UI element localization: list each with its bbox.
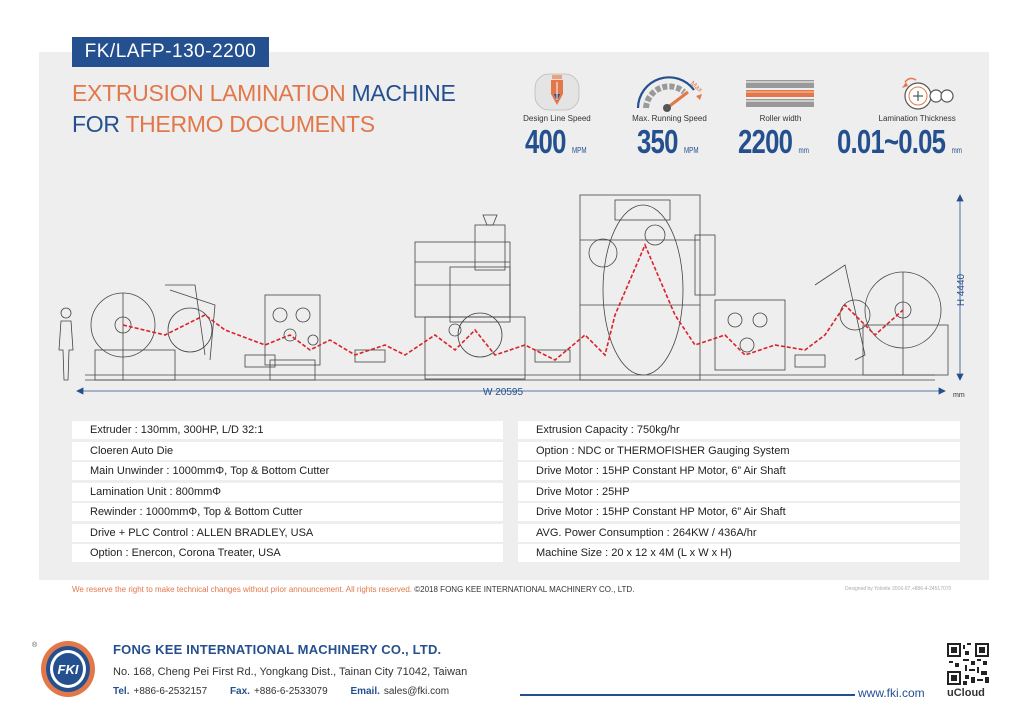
spec-row-left: Lamination Unit : 800mmΦ	[72, 483, 503, 501]
ucloud-label: uCloud	[947, 687, 985, 699]
spec-row-left: Main Unwinder : 1000mmΦ, Top & Bottom Cutter	[72, 462, 503, 480]
company-logo	[40, 640, 96, 698]
web-path	[123, 245, 903, 360]
operator-figure	[59, 308, 73, 380]
tel-value: +886-6-2532157	[133, 686, 208, 697]
spec-row-right: Drive Motor : 25HP	[518, 483, 960, 501]
title-line2-blue: FOR	[72, 111, 120, 137]
pen-nib-icon	[534, 70, 580, 112]
spec-row-left: Cloeren Auto Die	[72, 442, 503, 460]
spec-value: 400 MPM	[525, 123, 587, 160]
spec-row-left: Drive + PLC Control : ALLEN BRADLEY, USA	[72, 524, 503, 542]
spec-row-right: Option : NDC or THERMOFISHER Gauging System	[518, 442, 960, 460]
height-dimension: H 4440	[956, 273, 967, 307]
disclaimer: We reserve the right to make technical changes without prior announcement. All rights reserved. ©2018 FONG KEE INTERNATIONAL MACHINERY CO., LTD.	[72, 585, 635, 594]
model-number-tab: FK/LAFP-130-2200	[72, 37, 269, 67]
dimension-unit: mm	[953, 392, 965, 399]
spec-row-left: Rewinder : 1000mmΦ, Top & Bottom Cutter	[72, 503, 503, 521]
width-dimension: W 20595	[482, 387, 524, 398]
machine-drawing	[55, 185, 975, 400]
title-line2-orange: THERMO DOCUMENTS	[125, 111, 375, 137]
contact-info	[113, 686, 449, 697]
roller-icon	[744, 70, 816, 112]
spec-value: 350 MPM	[637, 123, 699, 160]
spec-row-right: AVG. Power Consumption : 264KW / 436A/hr	[518, 524, 960, 542]
company-address: No. 168, Cheng Pei First Rd., Yongkang Dist., Tainan City 71042, Taiwan	[113, 666, 468, 678]
spec-row-right: Drive Motor : 15HP Constant HP Motor, 6” Air Shaft	[518, 462, 960, 480]
spec-lamination-thickness	[837, 70, 997, 161]
spec-row-left: Option : Enercon, Corona Treater, USA	[72, 544, 503, 562]
svg-text:FKI: FKI	[57, 662, 79, 677]
footer-divider	[520, 694, 855, 696]
spec-label: Lamination Thickness	[878, 114, 956, 123]
lamination-unit	[580, 195, 715, 380]
spec-label: Roller width	[759, 114, 802, 123]
fax-label: Fax.	[229, 686, 250, 697]
qr-code-icon	[947, 643, 989, 685]
fax-value: +886-6-2533079	[253, 686, 328, 697]
spec-roller-width	[732, 70, 829, 161]
tel-label: Tel.	[113, 686, 130, 697]
registered-mark: ®	[32, 642, 38, 649]
spec-row-right: Drive Motor : 15HP Constant HP Motor, 6” Air Shaft	[518, 503, 960, 521]
speedometer-icon	[632, 70, 706, 112]
company-name: FONG KEE INTERNATIONAL MACHINERY CO., LTD.	[113, 642, 442, 657]
email-label: Email.	[350, 686, 380, 697]
copyright: ©2018 FONG KEE INTERNATIONAL MACHINERY CO., LTD.	[414, 585, 635, 594]
spec-value: 0.01~0.05 mm	[837, 123, 962, 160]
gauge-max-text: Max	[689, 80, 704, 95]
spec-max-running-speed	[623, 70, 716, 161]
website-link[interactable]: www.fki.com	[858, 686, 925, 700]
spec-design-line-speed	[510, 70, 604, 161]
spec-label: Design Line Speed	[523, 114, 591, 123]
extruder-tower	[415, 215, 525, 379]
spec-row-right: Machine Size : 20 x 12 x 4M (L x W x H)	[518, 544, 960, 562]
lamination-rollers-icon	[880, 70, 954, 112]
spec-row-left: Extruder : 130mm, 300HP, L/D 32:1	[72, 421, 503, 439]
designer-credit: Designed by Yolorite 2016-07,+886-4-24517070	[845, 586, 952, 592]
email-link[interactable]: sales@fki.com	[383, 686, 450, 697]
page-title	[72, 78, 456, 140]
title-line1-orange: EXTRUSION LAMINATION	[72, 80, 346, 106]
title-line1-blue: MACHINE	[351, 80, 456, 106]
spec-row-right: Extrusion Capacity : 750kg/hr	[518, 421, 960, 439]
spec-value: 2200 mm	[738, 123, 809, 160]
spec-label: Max. Running Speed	[632, 114, 707, 123]
